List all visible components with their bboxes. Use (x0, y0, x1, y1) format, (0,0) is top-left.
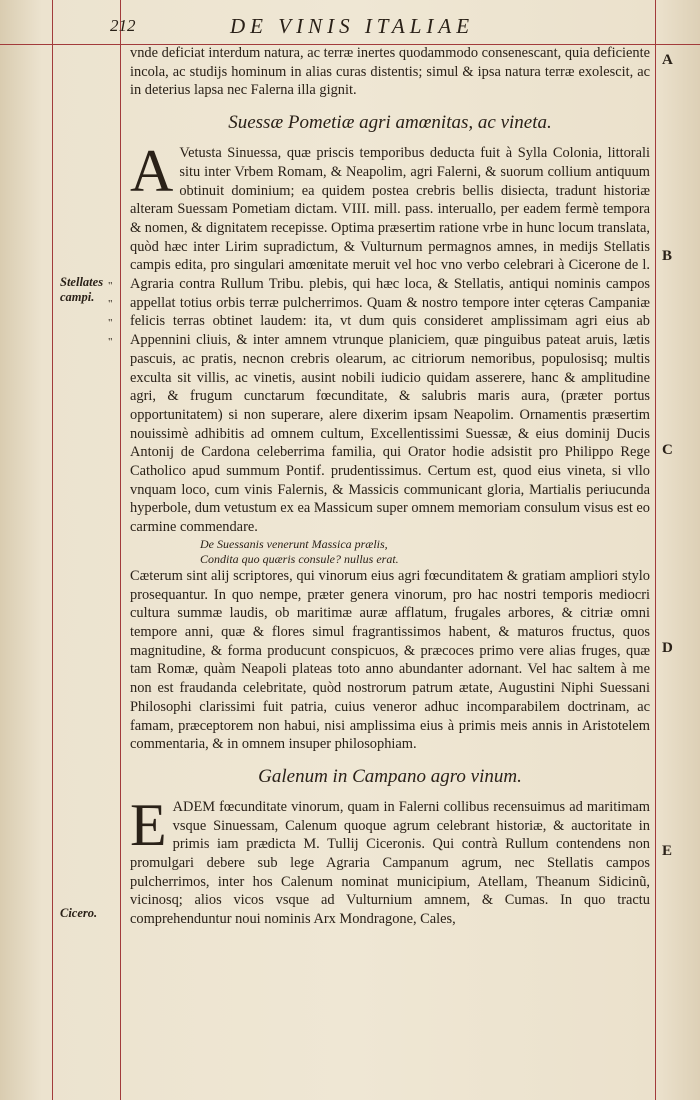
margin-letter-c: C (662, 442, 673, 458)
margin-letter-d: D (662, 640, 673, 656)
sidenote-stellates: Stellates campi. (60, 275, 104, 304)
quote-mark: " (108, 280, 113, 292)
running-title: DE VINIS ITALIAE (230, 14, 475, 38)
margin-letter-a: A (662, 52, 673, 68)
verse-line-2: Condita quo quæris consule? nullus erat. (200, 551, 399, 566)
section-heading-galenum: Galenum in Campano agro vinum. (258, 765, 522, 787)
quote-mark: " (108, 336, 113, 348)
paragraph-continuation: vnde deficiat interdum natura, ac terræ inertes quodammodo consenescant, quia deficiente incola, ac studijs hominum in alias curas distentis; simul & ipsa natura terræ exolescit, ac in deterius lapsa nec Falerna illa gignit. (130, 45, 650, 99)
margin-rule-right (655, 0, 656, 1100)
folio-number: 212 (110, 16, 136, 35)
paragraph-calenum (130, 791, 650, 929)
drop-cap-e: E (130, 791, 167, 858)
text-column (130, 44, 650, 929)
page-header (110, 14, 670, 40)
paragraph-niphus: Cæterum sint alij scriptores, qui vinorum eius agri fœcunditatem & gratiam ampliori stylo prosequantur. In quo nempe, præter genera vinorum, pro hac nostri temporis mediocri cultura summæ laudis, ob maritimæ auræ afflatum, frugales arbores, & citriæ omni tempore anni, quæ & flores simul fragrantissimos habent, & maturos fructus, quos magnitudine, & forma producunt conspicuos, & præcoces primo vere alias fruges, quæ tam Romæ, quàm Neapoli plateas toto anno abundanter adornant. Vel hac saltem à me non est fraudanda celebritate, quòd nostrorum patrum ætate, Augustini Niphi Suessani Philosophi clarissimi fuit patria, cuius veneror adhuc incomparabilem doctrinam, ac famam, præceptorem non habui, nisi amplissima eius à primis meis annis in Aristotelem commentaria, & in omnem insuper philosophiam. (130, 567, 650, 753)
paragraph-suessa (130, 138, 650, 537)
verse-quotation (130, 537, 650, 567)
paragraph-suessa-text: Vetusta Sinuessa, quæ priscis temporibus deducta fuit à Sylla Colonia, littorali situ inter Vrbem Romam, & Neapolim, agri Falerni, & suorum collium antiquum obtinuit dominium; ea quidem postea crebris bellis disiecta, tradunt historiæ alteram Suessam Pometiam dictam. VIII. mill. pass. interuallo, per eadem fermè tempora & nomen, & dignitatem recepisse. Optima præsertim ratione vrbe in hunc locum translata, quòd hæc inter Lirim supradictum, & Vulturnum permagnos amnes, in medijs Stellatis campis edita, pro singulari amœnitate meruit vel hoc vno verbo celebrari à Cicerone de l. Agraria contra Rullum Tribu. plebis, qui hæc loca, & Stellatis, antiqui nominis campos appellat totius orbis terræ pulcherrimos. Quam & nostro tempore inter cęteras Campaniæ felicis terras obtinet laudem: ita, vt dum quis consideret amplissimam agri eius ab Appennini cliuis, & inter amnem vtrunque planiciem, quæ pinguibus pateat aruis, lætis pascuis, ac pratis, necnon crebris olearum, ac citriorum nemoribus, populosisq; multis exculta sit villis, ac vinetis, ausint nobili iudicio quidam asserere, hanc & amplitudine agri, & frugum cunctarum fœcunditate, & salubris maris aura, (præter portus opportunitatem) si non superare, alere dixerim ipsam Neapolim. Ornamentis præsertim nouissimè adhibitis ad omnem cultum, Excellentissimi Suessæ, & eius dominij Ducis Antonij de Cardona celeberrima familia, qui Orator hodie adsistit pro Philippo Rege Catholico apud summum Pontif. prudentissimus. Certum est, quod eius vineta, si vllo vnquam loco, cum vinis Falernis, & Massicis communicant gloria, Martialis periucunda hyperbole, dum vetustum ex ea Massicum super omnem memoriam consulum visus est eo carmine commendare. (130, 145, 650, 536)
margin-rule-inner (120, 0, 121, 1100)
drop-cap-a: A (130, 138, 174, 205)
quote-mark: " (108, 298, 113, 310)
sidenote-cicero: Cicero. (60, 906, 98, 920)
margin-letter-e: E (662, 843, 673, 859)
section-heading-suessa: Suessæ Pometiæ agri amœnitas, ac vineta. (228, 112, 552, 134)
margin-rule-outer (52, 0, 53, 1100)
margin-letter-b: B (662, 248, 673, 264)
paragraph-calenum-text: ADEM fœcunditate vinorum, quam in Falerni collibus recensuimus ad maritimam vsque Sinuessam, Calenum quoque agrum celebrant historiæ, & auctoritate in primis iam prædicta M. Tullij Ciceronis. Qui contrà Rullum contendens non promulgari debere sub lege Agraria Campanum agrum, nec Stellatis campos pulcherrimos, inter hos Calenum nominat municipium, Atellam, Theanum Sidicinũ, vicinosq; alios vicos vsque ad Vulturnium amnem, & Cumas. In quo tractu comprehenduntur noui nominis Arx Mondragone, Cales, (130, 798, 650, 928)
quote-mark: " (108, 317, 113, 329)
verse-line-1: De Suessanis venerunt Massica prælis, (200, 536, 388, 551)
